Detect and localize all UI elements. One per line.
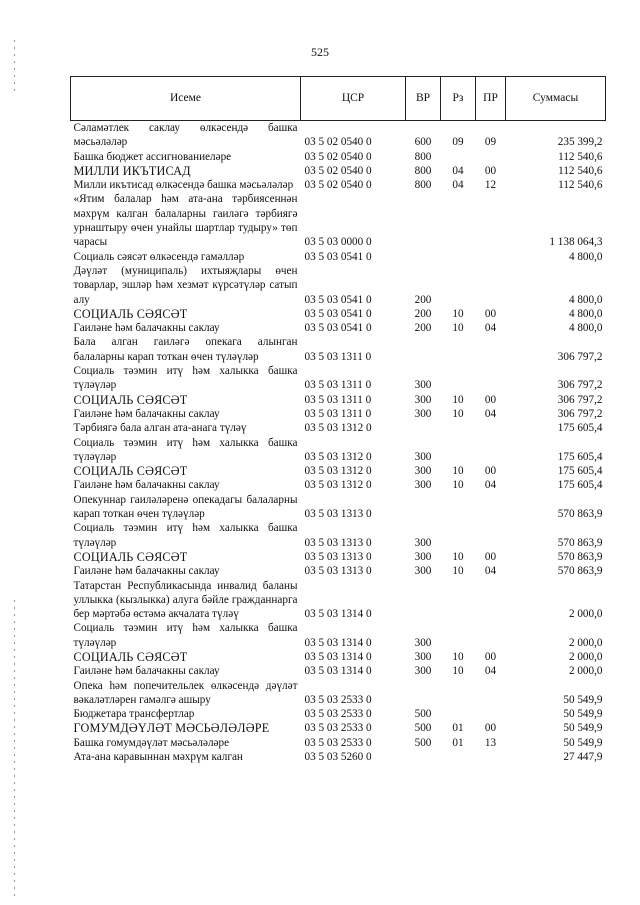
cell-rz [441, 264, 476, 307]
cell-name: Бюджетара трансфертлар [73, 708, 195, 721]
cell-vr [406, 579, 441, 622]
cell-sum: 112 540,6 [558, 179, 603, 192]
cell-vr: 500 [414, 722, 432, 735]
cell-pr [476, 621, 506, 650]
cell-csr: 03 5 03 0541 0 [304, 293, 372, 306]
cell-vr: 800 [414, 179, 432, 192]
table-row [71, 250, 606, 264]
table-row [71, 750, 606, 764]
table-row [71, 150, 606, 164]
cell-sum: 4 800,0 [568, 250, 603, 263]
cell-name: Социаль тәэмин итү һәм халыкка башка түләүләр [73, 365, 298, 392]
cell-name: Гаиләне һәм балачакны саклау [73, 665, 220, 678]
table-row [71, 192, 606, 249]
header-pr: ПР [476, 77, 506, 121]
table-row [71, 264, 606, 307]
cell-pr: 09 [484, 136, 497, 149]
header-name: Исеме [71, 77, 301, 121]
cell-name: Социаль тәэмин итү һәм халыкка башка түләүләр [73, 436, 298, 463]
cell-csr: 03 5 03 2533 0 [304, 693, 372, 706]
cell-sum: 235 399,2 [557, 136, 603, 149]
cell-sum: 175 605,4 [557, 465, 603, 478]
cell-pr: 13 [484, 736, 497, 749]
cell-csr: 03 5 03 0541 0 [304, 322, 372, 335]
cell-sum: 50 549,9 [563, 736, 603, 749]
cell-sum: 50 549,9 [563, 708, 603, 721]
cell-csr: 03 5 03 1312 0 [304, 450, 372, 463]
cell-pr: 04 [484, 322, 497, 335]
table-row [71, 664, 606, 678]
cell-sum: 27 447,9 [563, 751, 603, 764]
cell-vr: 200 [414, 322, 432, 335]
cell-name: Ата-ана каравыннан мәхрүм калган [73, 751, 243, 764]
header-csr: ЦСР [301, 77, 406, 121]
cell-name: СОЦИАЛЬ СӘЯСӘТ [73, 549, 188, 564]
cell-vr: 200 [414, 293, 432, 306]
cell-rz: 01 [452, 736, 464, 749]
cell-csr: 03 5 03 2533 0 [304, 736, 372, 749]
cell-rz: 10 [452, 393, 464, 406]
table-row [71, 621, 606, 650]
table-row [71, 335, 606, 364]
cell-name: Татарстан Республикасында инвалид баланы уллыкка (кызлыкка) алуга бәйле гражданнарга бер мәртәбә өстәмә акчалата түләү [73, 579, 298, 621]
cell-pr [476, 364, 506, 393]
table-row [71, 493, 606, 522]
cell-vr [406, 192, 441, 249]
cell-vr: 300 [414, 536, 432, 549]
cell-sum: 2 000,0 [568, 636, 603, 649]
cell-csr: 03 5 03 1311 0 [304, 407, 372, 420]
cell-csr: 03 5 03 1312 0 [304, 465, 372, 478]
cell-vr: 600 [414, 136, 432, 149]
table-row [71, 679, 606, 708]
cell-name: Гаиләне һәм балачакны саклау [73, 322, 220, 335]
cell-name: Бала алган гаиләгә опекага алынган балаларны карап тоткан өчен түләүләр [73, 336, 298, 363]
cell-vr: 300 [414, 650, 432, 663]
table-row [71, 307, 606, 321]
cell-name: Социаль сәясәт өлкәсендә гамәлләр [73, 250, 245, 263]
table-row [71, 464, 606, 478]
cell-name: Гаиләне һәм балачакны саклау [73, 565, 220, 578]
cell-vr [406, 421, 441, 435]
cell-name: Гаиләне һәм балачакны саклау [73, 407, 220, 420]
cell-csr: 03 5 03 2533 0 [304, 708, 372, 721]
cell-rz: 10 [452, 307, 464, 320]
cell-pr: 04 [484, 479, 497, 492]
cell-csr: 03 5 03 1311 0 [304, 350, 372, 363]
table-row [71, 579, 606, 622]
cell-vr: 800 [414, 150, 432, 163]
cell-pr: 00 [484, 164, 497, 177]
cell-rz [441, 621, 476, 650]
cell-rz: 10 [452, 465, 464, 478]
cell-csr: 03 5 03 1313 0 [304, 536, 372, 549]
cell-pr: 00 [484, 393, 497, 406]
cell-rz: 10 [452, 565, 464, 578]
table-row [71, 721, 606, 735]
cell-rz: 10 [452, 665, 464, 678]
cell-vr [406, 335, 441, 364]
cell-name: Опекуннар гаиләләренә опекадагы балаларны карап тоткан өчен түләүләр [73, 493, 298, 521]
cell-pr: 12 [484, 179, 497, 192]
cell-name: Дәүләт (муниципаль) ихтыяҗлары өчен товарлар, эшләр һәм хезмәт күрсәтүләр сатып алу [73, 264, 298, 306]
cell-rz: 01 [452, 722, 464, 735]
cell-pr [476, 493, 506, 522]
cell-name: Милли икътисад өлкәсендә башка мәсьәләләр [73, 179, 294, 192]
header-sum: Суммасы [506, 77, 606, 121]
cell-rz [441, 707, 476, 721]
cell-name: СОЦИАЛЬ СӘЯСӘТ [73, 649, 188, 664]
cell-rz [441, 192, 476, 249]
cell-sum: 306 797,2 [557, 407, 603, 420]
table-row [71, 364, 606, 393]
table-row [71, 478, 606, 492]
table-row [71, 707, 606, 721]
cell-vr: 500 [414, 708, 432, 721]
cell-csr: 03 5 03 0541 0 [304, 250, 372, 263]
cell-vr: 300 [414, 550, 432, 563]
cell-pr [476, 421, 506, 435]
cell-rz [441, 679, 476, 708]
cell-sum: 306 797,2 [557, 393, 603, 406]
table-header-row [71, 77, 606, 121]
cell-csr: 03 5 03 0541 0 [304, 307, 372, 320]
cell-sum: 1 138 064,3 [549, 236, 603, 249]
cell-sum: 50 549,9 [563, 722, 603, 735]
cell-csr: 03 5 03 1314 0 [304, 650, 372, 663]
cell-rz [441, 521, 476, 550]
cell-csr: 03 5 03 1314 0 [304, 636, 372, 649]
cell-csr: 03 5 02 0540 0 [304, 150, 372, 163]
cell-rz [441, 335, 476, 364]
cell-pr: 00 [484, 550, 497, 563]
cell-vr [406, 750, 441, 764]
cell-rz: 10 [452, 322, 464, 335]
table-row [71, 436, 606, 465]
cell-rz: 10 [452, 550, 464, 563]
cell-rz [441, 150, 476, 164]
cell-pr [476, 436, 506, 465]
cell-sum: 2 000,0 [568, 608, 603, 621]
cell-vr [406, 250, 441, 264]
header-rz: Рз [441, 77, 476, 121]
cell-rz [441, 579, 476, 622]
table-row [71, 407, 606, 421]
header-vr: ВР [406, 77, 441, 121]
cell-sum: 175 605,4 [557, 422, 603, 435]
table-row [71, 164, 606, 178]
cell-sum: 570 863,9 [557, 550, 603, 563]
margin-mark [14, 40, 15, 95]
cell-name: Опека һәм попечительлек өлкәсендә дәүләт вәкаләтләрен гамәлгә ашыру [73, 679, 298, 706]
cell-name: ГОМУМДӘҮЛӘТ МӘСЬӘЛӘЛӘРЕ [73, 721, 270, 736]
cell-sum: 112 540,6 [558, 150, 603, 163]
cell-rz [441, 493, 476, 522]
table-row [71, 321, 606, 335]
cell-csr: 03 5 03 1311 0 [304, 379, 372, 392]
cell-name: СОЦИАЛЬ СӘЯСӘТ [73, 306, 188, 321]
table-row [71, 550, 606, 564]
cell-name: Башка бюджет ассигнованиеләре [73, 150, 232, 163]
table-row [71, 736, 606, 750]
table-row [71, 650, 606, 664]
cell-sum: 306 797,2 [557, 350, 603, 363]
cell-name: Социаль тәэмин итү һәм халыкка башка түләүләр [73, 522, 298, 549]
table-row [71, 564, 606, 578]
cell-csr: 03 5 03 1313 0 [304, 565, 372, 578]
table-body [71, 121, 606, 765]
table-row [71, 521, 606, 550]
cell-csr: 03 5 03 1313 0 [304, 550, 372, 563]
cell-rz [441, 750, 476, 764]
cell-sum: 2 000,0 [568, 665, 603, 678]
cell-rz [441, 421, 476, 435]
cell-pr [476, 707, 506, 721]
cell-vr: 800 [414, 164, 432, 177]
cell-pr: 00 [484, 307, 497, 320]
cell-rz: 04 [452, 179, 464, 192]
cell-sum: 306 797,2 [557, 379, 603, 392]
cell-name: Социаль тәэмин итү һәм халыкка башка түләүләр [73, 622, 298, 649]
table-row [71, 421, 606, 435]
cell-pr: 00 [484, 722, 497, 735]
cell-pr [476, 150, 506, 164]
cell-pr [476, 521, 506, 550]
cell-vr: 300 [414, 665, 432, 678]
cell-csr: 03 5 02 0540 0 [304, 136, 372, 149]
cell-vr: 300 [414, 565, 432, 578]
cell-sum: 4 800,0 [568, 322, 603, 335]
cell-csr: 03 5 02 0540 0 [304, 179, 372, 192]
cell-name: «Ятим балалар һәм ата-ана тәрбиясеннән мәхрүм калган балаларны гаиләгә тәрбиягә урнаштыру өчен унайлы шартлар тудыру» төп чарасы [73, 193, 298, 249]
cell-csr: 03 5 03 0000 0 [304, 236, 372, 249]
cell-sum: 175 605,4 [557, 450, 603, 463]
cell-name: СОЦИАЛЬ СӘЯСӘТ [73, 392, 188, 407]
cell-pr [476, 750, 506, 764]
cell-sum: 4 800,0 [568, 307, 603, 320]
page-number: 525 [311, 45, 329, 59]
table-row [71, 121, 606, 150]
cell-sum: 175 605,4 [557, 479, 603, 492]
cell-rz: 04 [452, 164, 464, 177]
cell-rz [441, 436, 476, 465]
cell-csr: 03 5 03 1314 0 [304, 665, 372, 678]
cell-sum: 4 800,0 [568, 293, 603, 306]
cell-vr: 300 [414, 379, 432, 392]
cell-name: МИЛЛИ ИКЪТИСАД [73, 163, 191, 178]
cell-vr: 300 [414, 407, 432, 420]
cell-rz [441, 364, 476, 393]
cell-rz: 10 [452, 650, 464, 663]
cell-name: СОЦИАЛЬ СӘЯСӘТ [73, 464, 188, 479]
cell-csr: 03 5 03 2533 0 [304, 722, 372, 735]
cell-pr: 00 [484, 465, 497, 478]
table-row [71, 178, 606, 192]
cell-csr: 03 5 03 1312 0 [304, 422, 372, 435]
cell-pr [476, 335, 506, 364]
cell-name: Гаиләне һәм балачакны саклау [73, 479, 220, 492]
cell-sum: 570 863,9 [557, 536, 603, 549]
cell-csr: 03 5 03 5260 0 [304, 751, 372, 764]
cell-rz: 10 [452, 479, 464, 492]
cell-vr: 300 [414, 393, 432, 406]
cell-csr: 03 5 03 1313 0 [304, 508, 372, 521]
cell-name: Сәламәтлек саклау өлкәсендә башка мәсьәләләр [73, 122, 298, 149]
cell-pr [476, 250, 506, 264]
cell-csr: 03 5 02 0540 0 [304, 164, 372, 177]
cell-vr: 300 [414, 465, 432, 478]
cell-pr: 04 [484, 665, 497, 678]
cell-rz [441, 250, 476, 264]
cell-csr: 03 5 03 1314 0 [304, 608, 372, 621]
cell-csr: 03 5 03 1311 0 [304, 393, 372, 406]
cell-sum: 50 549,9 [563, 693, 603, 706]
cell-sum: 112 540,6 [558, 164, 603, 177]
table-row [71, 393, 606, 407]
cell-vr: 300 [414, 479, 432, 492]
cell-sum: 570 863,9 [557, 565, 603, 578]
budget-table [70, 76, 606, 764]
cell-vr [406, 679, 441, 708]
cell-pr [476, 192, 506, 249]
cell-pr: 04 [484, 565, 497, 578]
cell-pr: 00 [484, 650, 497, 663]
cell-vr: 300 [414, 636, 432, 649]
cell-pr [476, 679, 506, 708]
margin-mark [14, 600, 15, 900]
cell-pr: 04 [484, 407, 497, 420]
cell-pr [476, 579, 506, 622]
cell-vr: 500 [414, 736, 432, 749]
cell-name: Башка гомумдәүләт мәсьәләләре [73, 736, 230, 749]
cell-csr: 03 5 03 1312 0 [304, 479, 372, 492]
cell-vr: 300 [414, 450, 432, 463]
cell-rz: 09 [452, 136, 464, 149]
cell-rz: 10 [452, 407, 464, 420]
cell-name: Тәрбиягә бала алган ата-анага түләү [73, 422, 247, 435]
cell-vr [406, 493, 441, 522]
cell-vr: 200 [414, 307, 432, 320]
cell-sum: 2 000,0 [568, 650, 603, 663]
cell-sum: 570 863,9 [557, 508, 603, 521]
cell-pr [476, 264, 506, 307]
